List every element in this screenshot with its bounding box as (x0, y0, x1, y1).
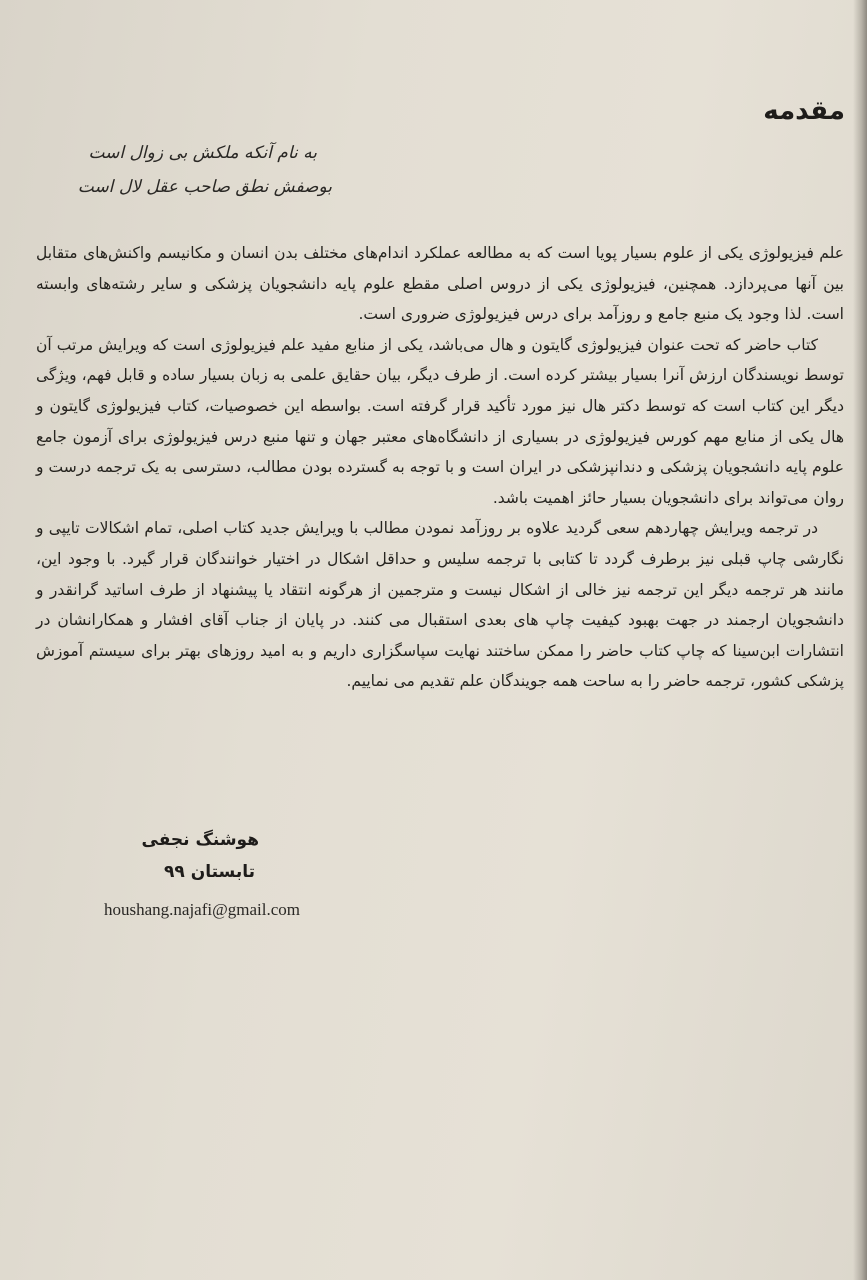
opening-verse-line-2: بوصفش نطق صاحب عقل لال است (77, 177, 332, 197)
paragraph-3: در ترجمه ویرایش چهاردهم سعی گردید علاوه بر روزآمد نمودن مطالب با ویرایش جدید کتاب اصلی، تمام اشکالات تایپی و نگارشی چاپ قبلی نیز برطرف گردد تا کتابی با ترجمه سلیس و حداقل اشکال در اختیار خوانندگان قرار گیرد. با وجود این، مانند هر ترجمه دیگر این ترجمه نیز خالی از اشکال نیست و مترجمین از هرگونه انتقاد یا پیشنهاد از طرف اساتید گرانقدر و دانشجویان ارجمند در جهت بهبود کیفیت چاپ های بعدی استقبال می کنند. در پایان از جناب آقای افشار و همکارانشان در انتشارات ابن‌سینا که چاپ کتاب حاضر را ممکن ساختند نهایت سپاسگزاری داریم و به امید روزهای بهتر برای سیستم آموزش پزشکی کشور، ترجمه حاضر را به ساحت همه جویندگان علم تقدیم می نماییم. (36, 519, 844, 691)
preface-body (36, 238, 844, 697)
paragraph-2: کتاب حاضر که تحت عنوان فیزیولوژی گایتون و هال می‌باشد، یکی از منابع مفید علم فیزیولوژی است که ویرایش مرتب آن توسط نویسندگان ارزش آنرا بسیار بیشتر کرده است. از طرف دیگر، بیان حقایق علمی به زبان بسیار ساده و قابل فهم، ویژگی دیگر این کتاب است که توسط دکتر هال نیز مورد تأکید قرار گرفته است. بواسطه این خصوصیات، کتاب فیزیولوژی گایتون و هال یکی از منابع مهم کورس فیزیولوژی در بسیاری از دانشگاه‌های معتبر جهان و تنها منبع درس فیزیولوژی برای آزمون جامع علوم پایه دانشجویان پزشکی و دندانپزشکی در ایران است و با توجه به گسترده بودن مطالب، دسترسی به یک ترجمه درست و روان می‌تواند برای دانشجویان بسیار حائز اهمیت باشد. (36, 335, 844, 507)
author-name: هوشنگ نجفی (141, 830, 259, 850)
page-title: مقدمه (763, 96, 845, 126)
paragraph-1: علم فیزیولوژی یکی از علوم بسیار پویا است که به مطالعه عملکرد اندام‌های مختلف بدن انسان و مکانیسم واکنش‌های متقابل بین آنها می‌پردازد. همچنین، فیزیولوژی یکی از دروس اصلی مقطع علوم پایه دانشجویان پزشکی و سایر رشته‌های وابسته است. لذا وجود یک منبع جامع و روزآمد برای درس فیزیولوژی ضروری است. (36, 244, 844, 324)
opening-verse-line-1: به نام آنکه ملکش بی زوال است (88, 143, 317, 163)
signature-date: تابستان ۹۹ (164, 862, 255, 882)
page-binding-shadow (853, 0, 867, 1280)
author-email: houshang.najafi@gmail.com (104, 900, 300, 919)
